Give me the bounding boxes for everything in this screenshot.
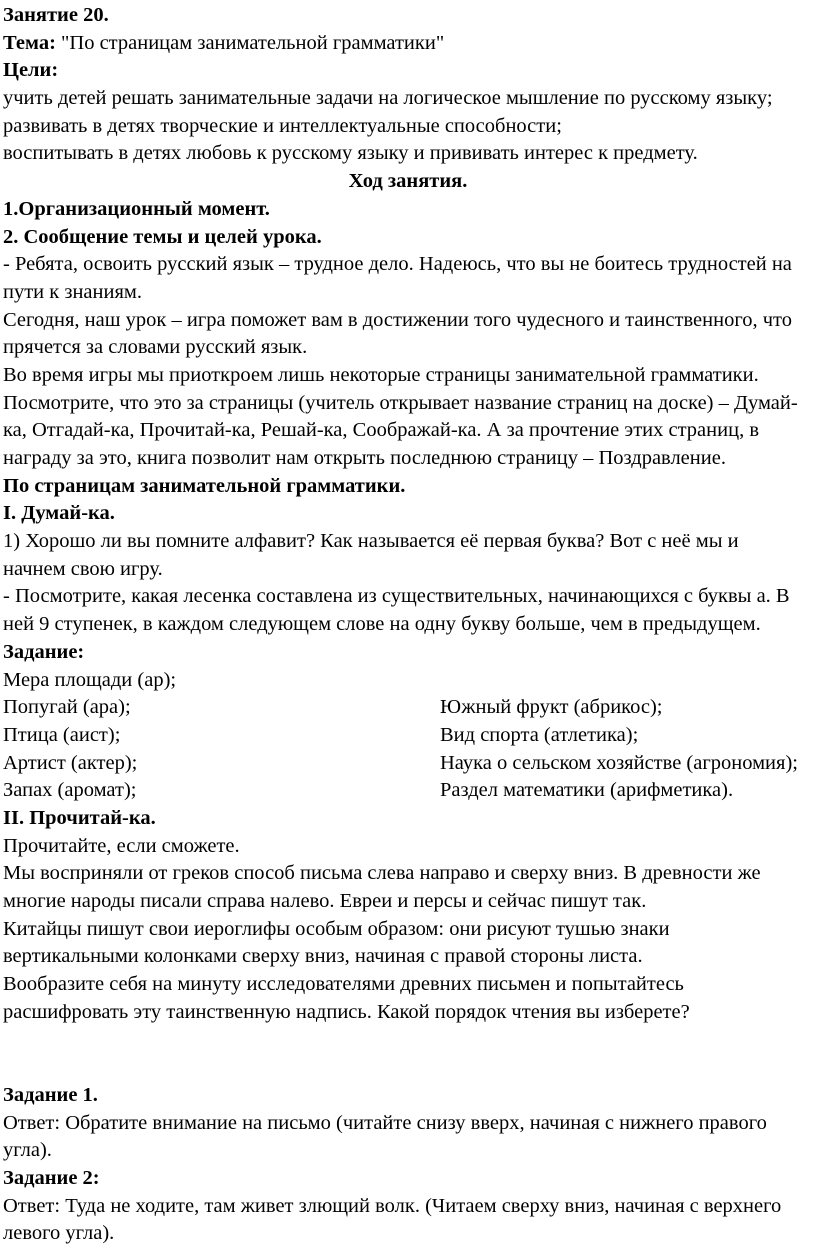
- blank-space: [3, 1026, 813, 1081]
- section-heading-org: 1.Организационный момент.: [3, 197, 270, 220]
- paragraph-line: награду за это, книга позволит нам открыть последнюю страницу – Поздравление.: [3, 447, 726, 469]
- paragraph-line: Китайцы пишут свои иероглифы особым образом: они рисуют тушью знаки: [3, 917, 670, 940]
- paragraph-line: 1) Хорошо ли вы помните алфавит? Как называется её первая буква? Вот с неё мы и: [3, 530, 739, 553]
- goal-item: воспитывать в детях любовь к русскому языку и прививать интерес к предмету.: [3, 142, 698, 165]
- paragraph-line: пути к знаниям.: [3, 280, 142, 303]
- paragraph-line: Во время игры мы приоткроем лишь некоторые страницы занимательной грамматики.: [3, 363, 759, 386]
- section-heading-topic: 2. Сообщение темы и целей урока.: [3, 225, 322, 248]
- part1-heading: I. Думай-ка.: [3, 502, 115, 525]
- task-item: Южный фрукт (абрикос);: [440, 696, 663, 719]
- course-title: Ход занятия.: [348, 170, 468, 193]
- topic-line: [3, 30, 813, 58]
- paragraph-line: Вообразите себя на минуту исследователями древних письмен и попытайтесь: [3, 973, 684, 996]
- task-item: Раздел математики (арифметика).: [440, 779, 734, 802]
- task-item: Наука о сельском хозяйстве (агрономия);: [440, 751, 798, 774]
- task-item: Птица (аист);: [3, 723, 121, 746]
- paragraph-line: Прочитайте, если сможете.: [3, 834, 240, 857]
- task-item: Запах (аромат);: [3, 779, 137, 802]
- goal-item: учить детей решать занимательные задачи на логическое мышление по русскому языку;: [3, 87, 773, 110]
- task-items-row: [3, 722, 813, 750]
- paragraph-line: прячется за словами русский язык.: [3, 336, 308, 359]
- task-items-row: [3, 750, 813, 778]
- answer-line: угла).: [3, 1139, 52, 1162]
- task-items-row: [3, 694, 813, 722]
- task-label: Задание:: [3, 640, 85, 663]
- goal-item: развивать в детях творческие и интеллектуальные способности;: [3, 114, 562, 137]
- topic-label: Тема:: [3, 31, 56, 54]
- goals-label: Цели:: [3, 59, 59, 82]
- task2-heading: Задание 2:: [3, 1166, 100, 1189]
- paragraph-line: ней 9 ступенек, в каждом следующем слове на одну букву больше, чем в предыдущем.: [3, 613, 761, 636]
- paragraph-line: многие народы писали справа налево. Евреи и персы и сейчас пишут так.: [3, 890, 647, 912]
- paragraph-line: Посмотрите, что это за страницы (учитель открывает название страниц на доске) – Думай-: [3, 391, 798, 414]
- lesson-number: Занятие 20.: [3, 4, 109, 26]
- answer-line: Ответ: Обратите внимание на письмо (читайте снизу вверх, начиная с нижнего правого: [3, 1111, 767, 1134]
- pages-heading: По страницам занимательной грамматики.: [3, 474, 406, 497]
- answer-line: Ответ: Туда не ходите, там живет злющий волк. (Читаем сверху вниз, начиная с верхнего: [3, 1194, 782, 1217]
- task-item: Попугай (ара);: [3, 696, 131, 719]
- paragraph-line: Сегодня, наш урок – игра поможет вам в достижении того чудесного и таинственного, что: [3, 308, 792, 331]
- answer-line: левого угла).: [3, 1222, 115, 1245]
- topic-value: "По страницам занимательной грамматики": [55, 31, 445, 54]
- task1-heading: Задание 1.: [3, 1083, 98, 1106]
- paragraph-line: Мы восприняли от греков способ письма слева направо и сверху вниз. В древности же: [3, 862, 761, 885]
- task-items-row: [3, 777, 813, 805]
- task-item: Мера площади (ар);: [3, 668, 177, 691]
- document-page: [3, 2, 813, 1248]
- paragraph-line: - Посмотрите, какая лесенка составлена из существительных, начинающихся с буквы а. В: [3, 585, 790, 608]
- task-item: Артист (актер);: [3, 751, 138, 774]
- task-item: Вид спорта (атлетика);: [440, 723, 639, 746]
- paragraph-line: расшифровать эту таинственную надпись. Какой порядок чтения вы изберете?: [3, 1000, 690, 1023]
- paragraph-line: ка, Отгадай-ка, Прочитай-ка, Решай-ка, Соображай-ка. А за прочтение этих страниц, в: [3, 419, 759, 442]
- paragraph-line: начнем свою игру.: [3, 557, 163, 580]
- paragraph-line: вертикальными колонками сверху вниз, начиная с правой стороны листа.: [3, 945, 643, 968]
- part2-heading: II. Прочитай-ка.: [3, 806, 156, 829]
- paragraph-line: - Ребята, освоить русский язык – трудное дело. Надеюсь, что вы не боитесь трудностей на: [3, 253, 792, 276]
